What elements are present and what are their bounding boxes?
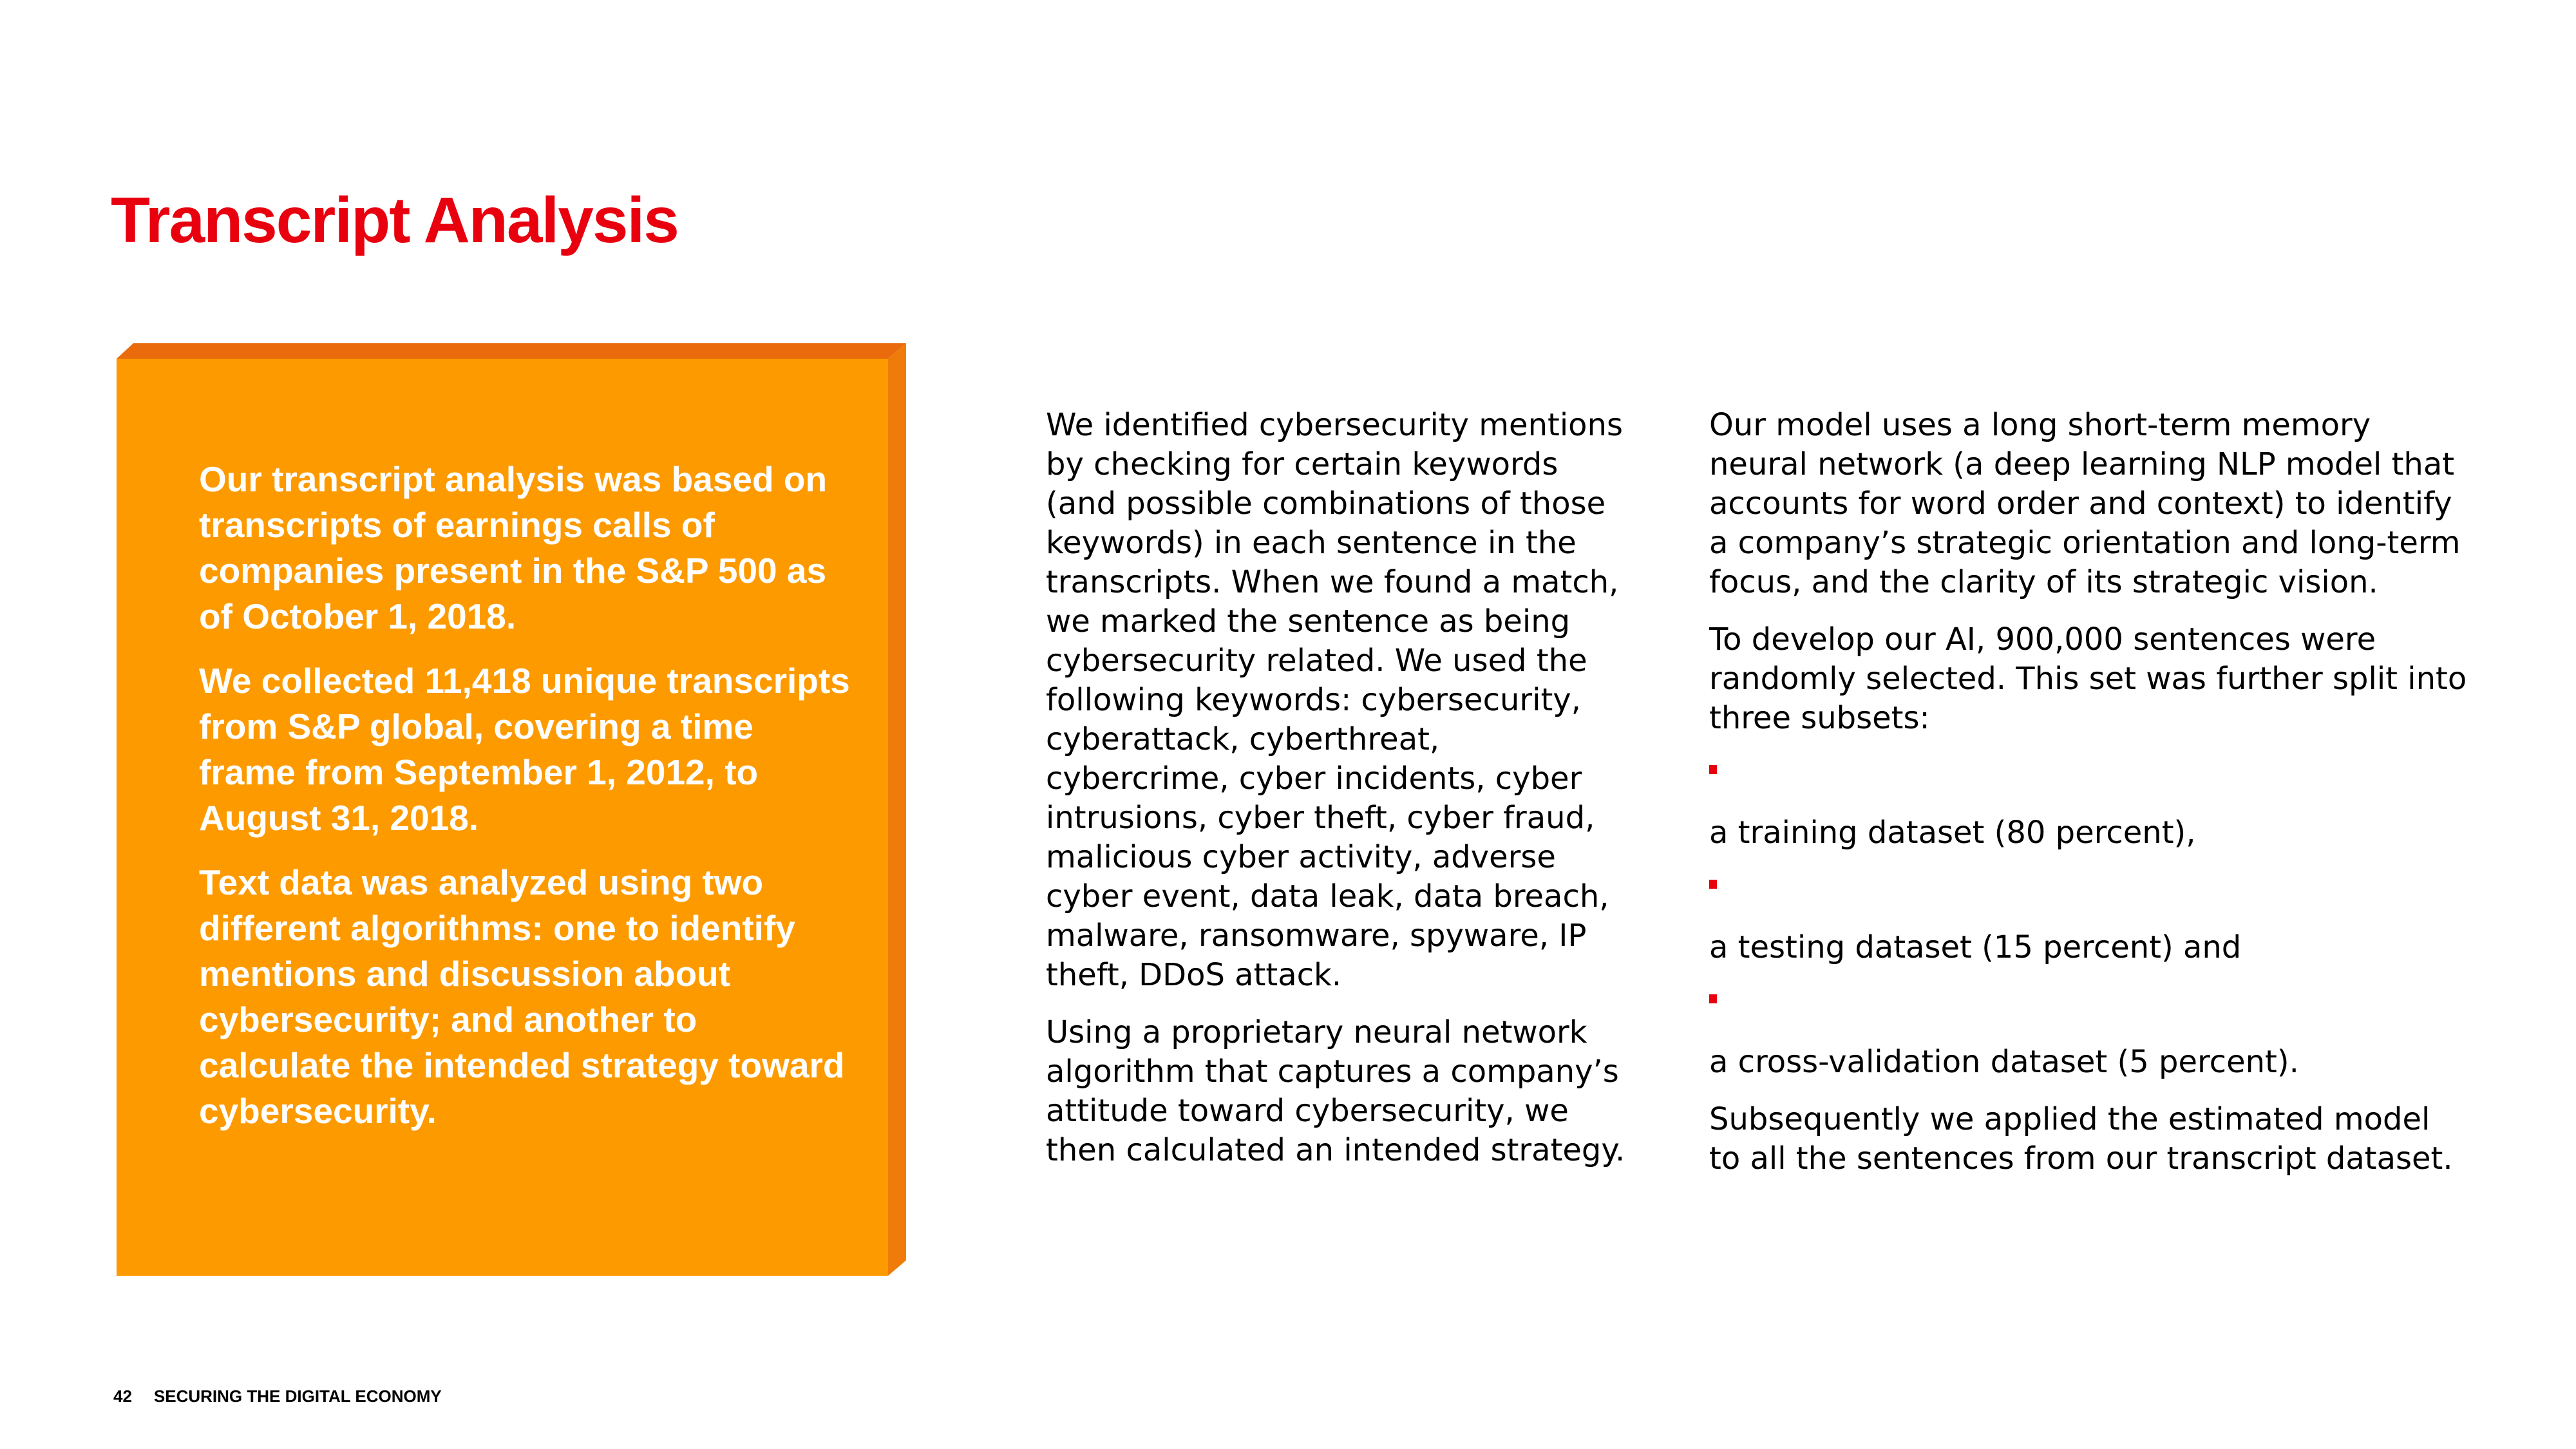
middle-column	[1046, 406, 1625, 1188]
highlight-paragraph: Our transcript analysis was based on transcripts of earnings calls of companies present in the S&P 500 as of October 1, 2018.	[199, 459, 828, 636]
highlight-box-text	[199, 457, 856, 1153]
keywords-paragraph: We identified cybersecurity mentions by checking for certain keywords (and possible combinations of those keywords) in each sentence in the transcripts. When we found a match, we marked the sentence as being cybersecurity related. We used the following keywords: cybersecurity, cyberattack, cyberthreat, cybercrime, cyber incidents, cyber intrusions, cyber theft, cyber fraud, malicious cyber activity, adverse cyber event, data leak, data breach, malware, ransomware, spyware, IP theft, DDoS attack.	[1046, 407, 1623, 993]
highlight-box-side-face	[888, 343, 906, 1276]
conclusion-paragraph: Subsequently we applied the estimated model to all the sentences from our transcript dataset.	[1709, 1101, 2453, 1177]
model-paragraph: Our model uses a long short-term memory neural network (a deep learning NLP model that accounts for word order and context) to identify a company’s strategic orientation and long-term focus, and the clarity of its strategic vision.	[1709, 407, 2461, 600]
page-number: 42	[113, 1387, 132, 1406]
publication-title: SECURING THE DIGITAL ECONOMY	[153, 1387, 442, 1406]
list-item-text: a training dataset (80 percent),	[1709, 815, 2196, 851]
bullet-icon	[1709, 880, 1717, 889]
footer	[113, 1386, 442, 1406]
list-item	[1709, 765, 2469, 853]
highlight-box	[117, 343, 906, 1276]
list-item	[1709, 994, 2469, 1082]
highlight-paragraph: We collected 11,418 unique transcripts from S&P global, covering a time frame from September 1, 2012, to August 31, 2018.	[199, 661, 850, 838]
develop-paragraph: To develop our AI, 900,000 sentences were randomly selected. This set was further split into three subsets:	[1709, 621, 2467, 736]
highlight-paragraph: Text data was analyzed using two different algorithms: one to identify mentions and discussion about cybersecurity; and another to calculate the intended strategy toward cybersecurity.	[199, 862, 845, 1131]
highlight-box-top-face	[117, 343, 906, 359]
page-title: Transcript Analysis	[111, 184, 678, 256]
right-column	[1709, 406, 2469, 1197]
list-item-text: a testing dataset (15 percent) and	[1709, 929, 2242, 965]
list-item	[1709, 880, 2469, 967]
strategy-paragraph: Using a proprietary neural network algorithm that captures a company’s attitude toward cybersecurity, we then calculated an intended strategy.	[1046, 1014, 1625, 1168]
bullet-icon	[1709, 765, 1717, 774]
bullet-icon	[1709, 994, 1717, 1003]
list-item-text: a cross-validation dataset (5 percent).	[1709, 1044, 2299, 1080]
